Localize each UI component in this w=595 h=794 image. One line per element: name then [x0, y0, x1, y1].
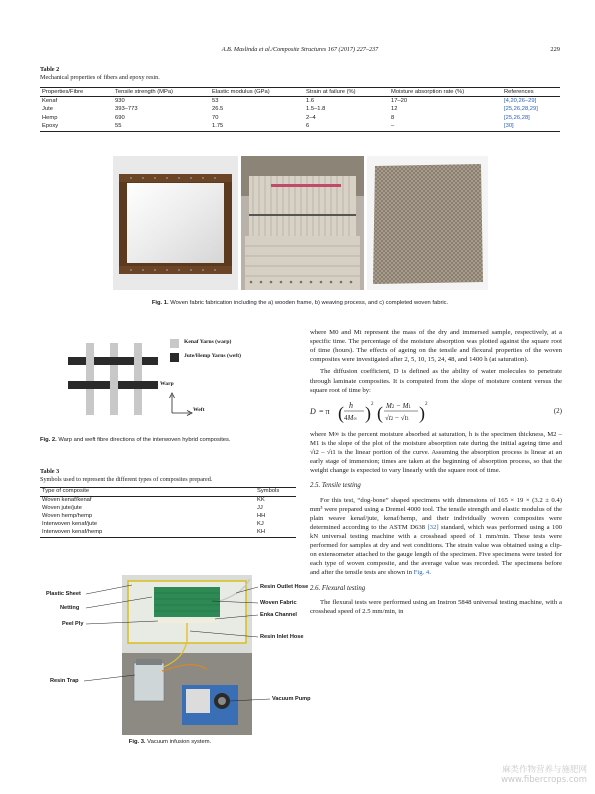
- paragraph: [310, 496, 562, 578]
- table-cell: –: [391, 123, 395, 130]
- svg-text:h: h: [349, 400, 353, 410]
- table3: [40, 487, 296, 538]
- table-row: [40, 529, 296, 538]
- table-cell: 930: [115, 98, 125, 105]
- label-enka-channel: Enka Channel: [260, 612, 297, 618]
- paragraph: where M∞ is the percent moisture absorbed at saturation, h is the specimen thickness, M2 – M1 is the slope of the plot of the moisture absorption rate during the initial ageing time and √t2 – √t1 is the linear portion of the curve. Assuming the absorption process is linear at an early stage of immersion; times are taken at the beginning of absorption process, so that the weight change is expected to vary linearly with the square root of time.: [310, 430, 562, 475]
- table-cell: Hemp: [42, 114, 58, 121]
- figure1-caption-text: Woven fabric fabrication including the a) wooden frame, b) weaving process, and c) completed woven fabric.: [170, 300, 449, 306]
- reference-link[interactable]: [25,26,28]: [504, 114, 530, 121]
- woven-fabric-photo: [367, 156, 488, 290]
- equation-number: (2): [553, 407, 562, 415]
- weave-pattern-diagram: [68, 343, 158, 415]
- table-cell: 690: [115, 114, 125, 121]
- table-cell: Kenaf: [42, 98, 58, 105]
- table2-caption: Mechanical properties of fibers and epoxy resin.: [40, 73, 160, 81]
- svg-text:2: 2: [425, 401, 428, 407]
- table-cell: 6: [306, 123, 310, 130]
- table-row: [40, 114, 560, 122]
- svg-text:4M∞: 4M∞: [344, 413, 357, 422]
- direction-arrows-icon: [168, 391, 198, 417]
- table2-col-header: Properties/Fibre: [42, 88, 84, 95]
- figure1-caption-label: Fig. 1.: [151, 300, 169, 306]
- weft-axis-label: Weft: [193, 407, 205, 413]
- table-cell: Woven jute/jute: [42, 505, 82, 512]
- table3-col-header: Symbols: [257, 488, 280, 495]
- paragraph: where M0 and Mt represent the mass of the dry and immersed sample, respectively, at a specific time. The percentage of the moisture absorption was plotted against the square root of time (hours). The effects of ageing on the tensile and flexural properties of the woven composites were investigated after 2, 5, 10, 15, 24, 48, and 1400 h (at saturation).: [310, 329, 562, 364]
- weaving-process-photo: [241, 156, 364, 290]
- table-row: [40, 123, 560, 132]
- figure2: [60, 335, 290, 420]
- watermark-line2: www.fibercrops.com: [501, 775, 587, 786]
- kenaf-legend-swatch: [170, 339, 180, 349]
- paragraph: The flexural tests were performed using an Instron 5848 universal testing machine, with a crosshead speed of 2.5 mm/min, in: [310, 598, 562, 615]
- table-row: [40, 505, 296, 513]
- equation-2: [310, 399, 562, 425]
- right-column-text: [310, 328, 562, 619]
- svg-text:M2 − M1: M2 − M1: [386, 401, 411, 410]
- label-peel-ply: Peel Ply: [62, 621, 84, 627]
- table-cell: Interwoven kenaf/jute: [42, 521, 98, 528]
- svg-text:= π: = π: [319, 406, 330, 416]
- table3-header-row: [40, 488, 296, 497]
- figure2-caption-text: Warp and weft fibre directions of the interwoven hybrid composites.: [58, 437, 231, 443]
- table-cell: 1.75: [212, 123, 224, 130]
- page-number: 229: [550, 46, 560, 53]
- table-cell: KJ: [257, 521, 264, 528]
- label-netting: Netting: [60, 605, 80, 611]
- table-cell: 393–773: [115, 106, 138, 113]
- table-cell: Epoxy: [42, 123, 59, 130]
- label-resin-outlet-hose: Resin Outlet Hose: [260, 584, 309, 590]
- diffusion-equation: [310, 399, 470, 425]
- table2-col-header: Strain at failure (%): [306, 88, 356, 95]
- figure-link[interactable]: Fig. 4: [413, 569, 430, 577]
- figure3-caption-text: Vacuum infusion system.: [147, 739, 212, 745]
- label-plastic-sheet: Plastic Sheet: [46, 591, 81, 597]
- table2-label: Table 2: [40, 66, 60, 73]
- running-header: [40, 46, 560, 53]
- table-row: [40, 97, 560, 106]
- svg-text:(: (: [377, 402, 383, 423]
- table-cell: 1.6: [306, 98, 315, 105]
- table2-caption-block: [40, 66, 160, 82]
- table3-col-header: Type of composite: [42, 488, 90, 495]
- table2-col-header: References: [504, 88, 534, 95]
- svg-text:√t2 − √t1: √t2 − √t1: [385, 413, 410, 422]
- figure2-caption: [40, 437, 295, 443]
- table-cell: JJ: [257, 505, 263, 512]
- table-cell: HH: [257, 513, 266, 520]
- watermark-line1: 麻类作物营养与施肥网: [501, 765, 587, 775]
- table3-label: Table 3: [40, 468, 60, 475]
- table2-col-header: Elastic modulus (GPa): [212, 88, 270, 95]
- table-cell: Jute: [42, 106, 53, 113]
- table-cell: 55: [115, 123, 122, 130]
- svg-text:): ): [365, 402, 371, 423]
- section-heading-tensile: 2.5. Tensile testing: [310, 482, 361, 490]
- watermark: [501, 765, 587, 785]
- label-resin-trap: Resin Trap: [50, 678, 79, 684]
- figure1-caption: [40, 300, 560, 306]
- svg-text:): ): [419, 402, 425, 423]
- table-cell: 70: [212, 114, 219, 121]
- table-cell: 12: [391, 106, 398, 113]
- reference-link[interactable]: [30]: [504, 123, 514, 130]
- legend-jute-label: Jute/Hemp Yarns (weft): [184, 353, 241, 359]
- table-cell: KH: [257, 529, 266, 536]
- svg-text:(: (: [338, 402, 344, 423]
- table-row: [40, 521, 296, 529]
- figure2-caption-label: Fig. 2.: [40, 437, 57, 443]
- figure3-caption: [40, 739, 300, 745]
- figure1: [113, 156, 488, 296]
- paragraph-text: For this test, “dog-bone” shaped specimens with dimensions of 165 × 19 × (3.2 ± 0.4) mm³ were prepared using a Dremel 4000 tool. The tensile strength and elastic modulus of the plain weave kenaf/jute, kenaf/hemp, and their individually woven composites were determined according to the ASTM D638: [310, 496, 562, 531]
- table2-header-row: [40, 88, 560, 97]
- table-row: [40, 513, 296, 521]
- table-cell: 17–20: [391, 98, 408, 105]
- table-cell: 26.5: [212, 106, 224, 113]
- table3-caption-block: [40, 468, 212, 484]
- wooden-frame-photo: [113, 156, 238, 290]
- table-row: [40, 106, 560, 114]
- paragraph: The diffusion coefficient, D is defined as the ability of water molecules to penetrate through laminate composites. It is computed from the slope of moisture content versus the square root of time by:: [310, 368, 562, 394]
- jute-legend-swatch: [170, 353, 180, 363]
- svg-text:2: 2: [371, 401, 374, 407]
- warp-axis-label: Warp: [160, 381, 174, 387]
- table-cell: 2–4: [306, 114, 316, 121]
- legend-kenaf-label: Kenaf Yarns (warp): [184, 339, 232, 345]
- table2-col-header: Moisture absorption rate (%): [391, 88, 465, 95]
- label-vacuum-pump: Vacuum Pump: [272, 696, 311, 702]
- reference-link[interactable]: [32]: [427, 523, 439, 531]
- table-cell: KK: [257, 497, 265, 504]
- table-cell: Interwoven kenaf/hemp: [42, 529, 103, 536]
- table2-col-header: Tensile strength (MPa): [115, 88, 173, 95]
- section-heading-flexural: 2.6. Flexural testing: [310, 584, 366, 592]
- table-cell: Woven hemp/hemp: [42, 513, 93, 520]
- figure3-leader-lines: [40, 575, 302, 735]
- table-cell: Woven kenaf/kenaf: [42, 497, 92, 504]
- figure3: [40, 575, 311, 737]
- reference-link[interactable]: [4,20,26–29]: [504, 98, 537, 105]
- paragraph-text: .: [429, 569, 431, 577]
- table-cell: 53: [212, 98, 219, 105]
- figure3-caption-label: Fig. 3.: [128, 739, 146, 745]
- running-title: A.B. Maslinda et al./Composite Structures 167 (2017) 227–237: [221, 46, 379, 53]
- table2: [40, 87, 560, 132]
- table-cell: 1.5–1.8: [306, 106, 326, 113]
- label-resin-inlet-hose: Resin Inlet Hose: [260, 634, 304, 640]
- table-cell: 8: [391, 114, 395, 121]
- reference-link[interactable]: [25,26,28,29]: [504, 106, 538, 113]
- label-woven-fabric: Woven Fabric: [260, 600, 297, 606]
- table3-caption: Symbols used to represent the different types of composites prepared.: [40, 475, 213, 483]
- table-row: [40, 497, 296, 506]
- svg-text:D: D: [310, 406, 316, 416]
- paragraph-text: standard, which was performed using a 100 kN universal testing machine with a crosshead speed of 1 mm/min. These tests were performed for samples at dry and wet conditions. The strain value was obtained using a clip-on extensometer attached to the gauge length of the specimen. Five specimens were tested for each type of woven composite, and the average value was recorded. The specimens before and after the tensile tests are shown in: [310, 523, 562, 577]
